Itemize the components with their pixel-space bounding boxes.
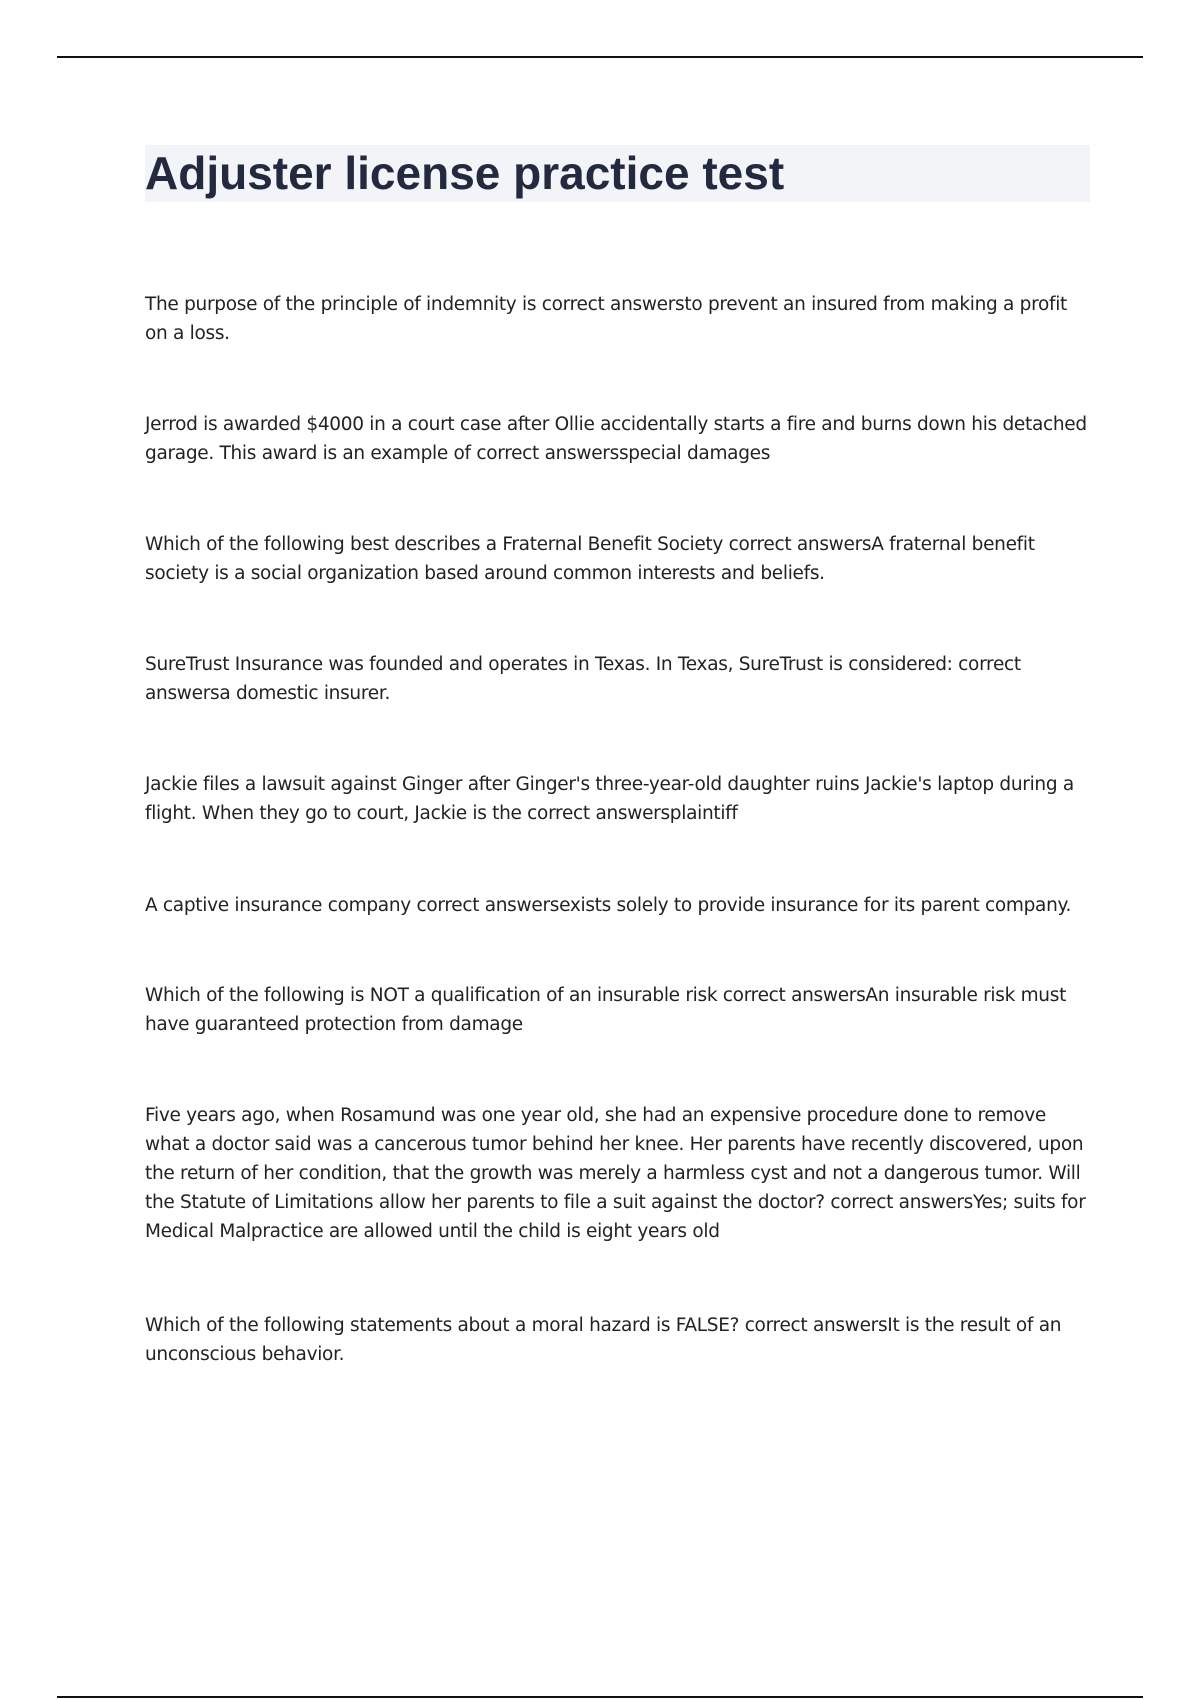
qa-entry: SureTrust Insurance was founded and operates in Texas. In Texas, SureTrust is considered: correct answersa domestic insurer.: [145, 654, 1021, 704]
qa-entry: Which of the following statements about a moral hazard is FALSE? correct answersIt is the result of an unconscious behavior.: [145, 1315, 1062, 1365]
page-title: Adjuster license practice test: [145, 147, 785, 199]
footer-rule: [57, 1696, 1143, 1698]
qa-entry: The purpose of the principle of indemnity is correct answersto prevent an insured from making a profit on a loss.: [145, 294, 1068, 344]
qa-entry: Which of the following is NOT a qualification of an insurable risk correct answersAn insurable risk must have guaranteed protection from damage: [145, 985, 1067, 1035]
qa-entry: Which of the following best describes a Fraternal Benefit Society correct answersA fraternal benefit society is a social organization based around common interests and beliefs.: [145, 534, 1035, 584]
qa-entry: Jerrod is awarded $4000 in a court case after Ollie accidentally starts a fire and burns down his detached garage. This award is an example of correct answersspecial damages: [145, 414, 1087, 464]
qa-entry: Jackie files a lawsuit against Ginger after Ginger's three-year-old daughter ruins Jackie's laptop during a flight. When they go to court, Jackie is the correct answersplaintiff: [145, 774, 1074, 824]
qa-entry: A captive insurance company correct answersexists solely to provide insurance for its parent company.: [145, 895, 1072, 916]
header-rule: [57, 56, 1143, 58]
qa-entry: Five years ago, when Rosamund was one year old, she had an expensive procedure done to remove what a doctor said was a cancerous tumor behind her knee. Her parents have recently discovered, upon the return of her condition, that the growth was merely a harmless cyst and not a dangerous tumor. Will the Statute of Limitations allow her parents to file a suit against the doctor? correct answersYes; suits for Medical Malpractice are allowed until the child is eight years old: [145, 1105, 1086, 1242]
